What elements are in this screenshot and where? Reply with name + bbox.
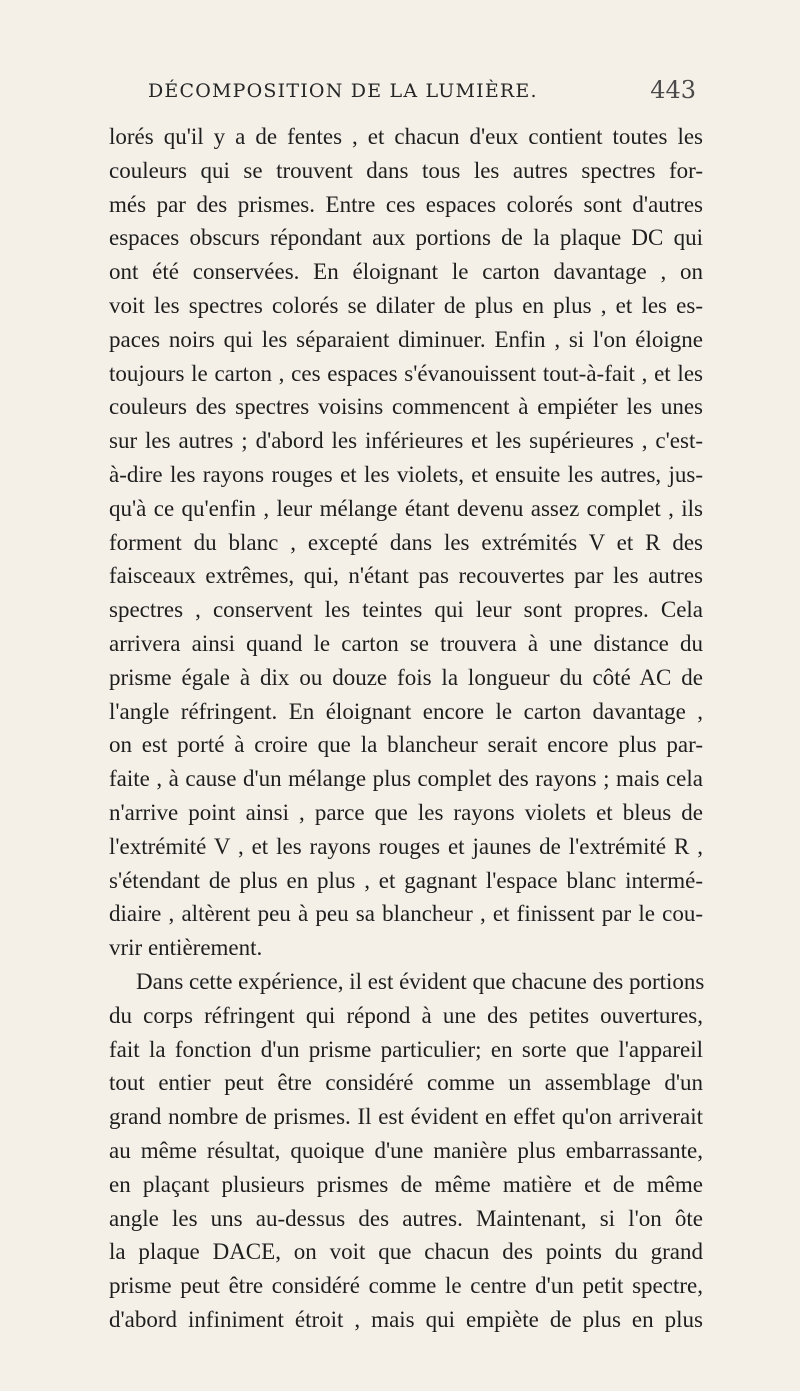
text-line: spectres , conservent les teintes qui leur sont propres. Cela bbox=[109, 597, 703, 623]
text-line: diaire , altèrent peu à peu sa blancheur , et finissent par le cou- bbox=[109, 901, 703, 927]
text-line: au même résultat, quoique d'une manière plus embarrassante, bbox=[109, 1137, 703, 1163]
text-line: en plaçant plusieurs prismes de même matière et de même bbox=[109, 1171, 703, 1197]
text-line: l'extrémité V , et les rayons rouges et jaunes de l'extrémité R , bbox=[109, 833, 703, 859]
text-line: l'angle réfringent. En éloignant encore le carton davantage , bbox=[109, 698, 703, 724]
running-head bbox=[128, 76, 696, 116]
text-line: vrir entièrement. bbox=[109, 935, 263, 961]
text-line: à-dire les rayons rouges et les violets, et ensuite les autres, jus- bbox=[109, 461, 703, 487]
text-line: toujours le carton , ces espaces s'évanouissent tout-à-fait , et les bbox=[109, 360, 703, 386]
text-line: ont été conservées. En éloignant le carton davantage , on bbox=[109, 259, 703, 285]
text-line: tout entier peut être considéré comme un assemblage d'un bbox=[109, 1070, 703, 1096]
text-line: la plaque DACE, on voit que chacun des points du grand bbox=[109, 1239, 703, 1265]
text-line: prisme peut être considéré comme le centre d'un petit spectre, bbox=[109, 1273, 703, 1299]
text-line: grand nombre de prismes. Il est évident en effet qu'on arriverait bbox=[109, 1104, 703, 1130]
text-line: qu'à ce qu'enfin , leur mélange étant devenu assez complet , ils bbox=[109, 495, 703, 521]
text-line: s'étendant de plus en plus , et gagnant l'espace blanc intermé- bbox=[109, 867, 703, 893]
text-line: couleurs qui se trouvent dans tous les autres spectres for- bbox=[109, 157, 703, 183]
text-line: d'abord infiniment étroit , mais qui empiète de plus en plus bbox=[109, 1306, 703, 1332]
text-line: on est porté à croire que la blancheur serait encore plus par- bbox=[109, 732, 703, 758]
text-line: lorés qu'il y a de fentes , et chacun d'eux contient toutes les bbox=[109, 124, 703, 149]
text-line: espaces obscurs répondant aux portions de la plaque DC qui bbox=[109, 225, 703, 251]
text-line: paces noirs qui les séparaient diminuer. Enfin , si l'on éloigne bbox=[109, 326, 703, 352]
text-line: faisceaux extrêmes, qui, n'étant pas recouvertes par les autres bbox=[109, 563, 703, 589]
text-line: angle les uns au-dessus des autres. Maintenant, si l'on ôte bbox=[109, 1205, 703, 1231]
text-line: couleurs des spectres voisins commencent à empiéter les unes bbox=[109, 394, 703, 420]
page-number: 443 bbox=[650, 76, 696, 104]
text-line: arrivera ainsi quand le carton se trouvera à une distance du bbox=[109, 630, 703, 656]
text-line: du corps réfringent qui répond à une des petites ouvertures, bbox=[109, 1002, 703, 1028]
text-line: voit les spectres colorés se dilater de plus en plus , et les es- bbox=[109, 292, 703, 318]
text-line: més par des prismes. Entre ces espaces colorés sont d'autres bbox=[109, 191, 703, 217]
text-line: n'arrive point ainsi , parce que les rayons violets et bleus de bbox=[109, 799, 703, 825]
text-line: forment du blanc , excepté dans les extrémités V et R des bbox=[109, 529, 703, 555]
text-line: sur les autres ; d'abord les inférieures et les supérieures , c'est- bbox=[109, 428, 703, 454]
text-line: faite , à cause d'un mélange plus complet des rayons ; mais cela bbox=[109, 766, 703, 792]
text-line: fait la fonction d'un prisme particulier; en sorte que l'appareil bbox=[109, 1036, 703, 1062]
text-line: prisme égale à dix ou douze fois la longueur du côté AC de bbox=[109, 664, 703, 690]
text-line: Dans cette expérience, il est évident que chacune des portions bbox=[136, 968, 705, 994]
running-title: DÉCOMPOSITION DE LA LUMIÈRE. bbox=[148, 80, 538, 102]
body-text bbox=[109, 120, 703, 1337]
